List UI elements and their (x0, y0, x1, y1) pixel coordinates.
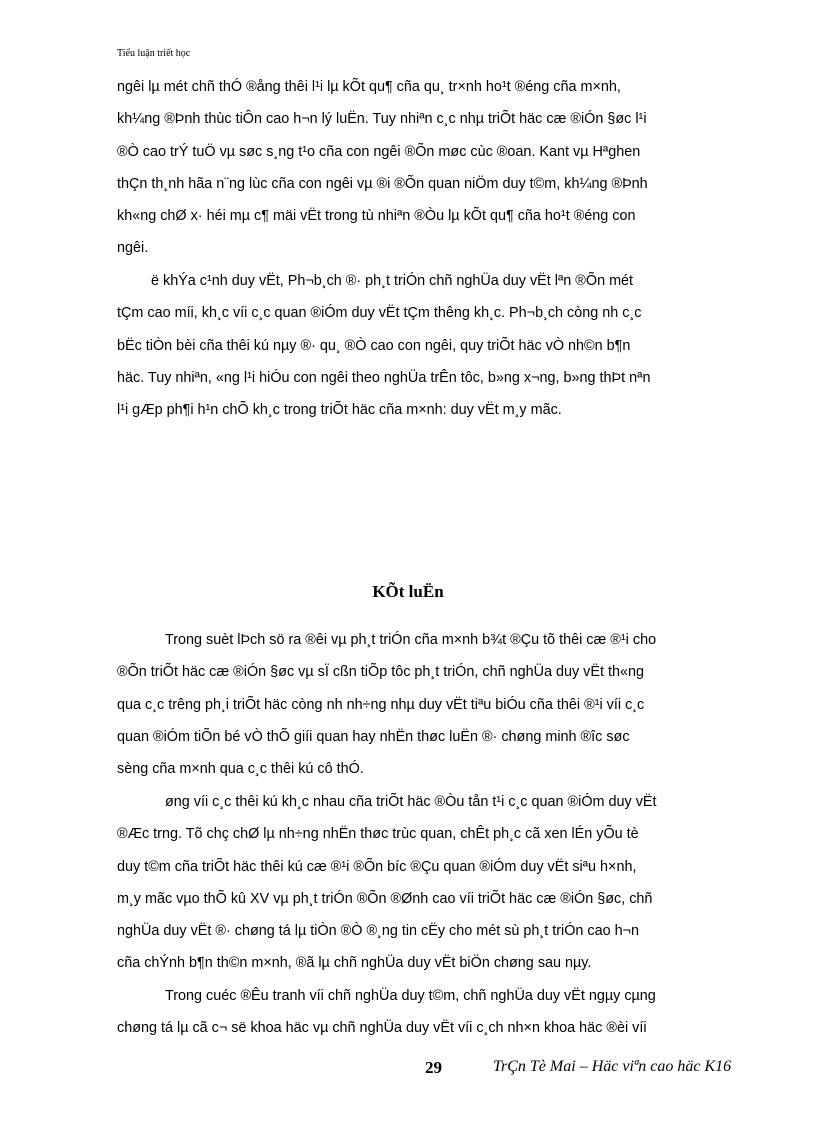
text-line: ®Ò cao trÝ tuÖ vµ søc s¸ng t¹o cña con ngêi ®Õn møc cùc ®oan. Kant vµ Hªghen (117, 143, 641, 160)
text-line: ngêi. (117, 240, 149, 257)
text-line: bËc tiÒn bèi cña thêi kú nµy ®· qu¸ ®Ò cao con ngêi, quy triÕt häc vÒ nh©n b¶n (117, 337, 631, 354)
text-line: Trong suèt lÞch sö ra ®êi vµ ph¸t triÓn cña m×nh b¾t ®Çu tõ thêi cæ ®¹i cho (165, 632, 657, 648)
text-line: Trong cuéc ®Êu tranh víi chñ nghÜa duy t©m, chñ nghÜa duy vËt ngµy cµng (165, 988, 656, 1004)
text-line: sèng cña m×nh qua c¸c thêi kú cô thÓ. (117, 761, 364, 778)
text-line: m¸y mãc vµo thÕ kû XV vµ ph¸t triÓn ®Õn ®Ønh cao víi triÕt häc cæ ®iÓn §øc, chñ (117, 890, 653, 907)
conclusion-paragraph-3 (117, 980, 741, 1045)
text-line: øng víi c¸c thêi kú kh¸c nhau cña triÕt häc ®Òu tån t¹i c¸c quan ®iÓm duy vËt (165, 794, 657, 810)
paragraph-feuerbach (117, 265, 741, 426)
text-line: cña chÝnh b¶n th©n m×nh, ®ã lµ chñ nghÜa duy vËt biÖn chøng sau nµy. (117, 955, 592, 972)
text-line: ®Õn triÕt häc cæ ®iÓn §øc vµ sÏ cßn tiÕp tôc ph¸t triÓn, chñ nghÜa duy vËt th«ng (117, 664, 644, 681)
text-line: qua c¸c trêng ph¸i triÕt häc còng nh nh÷ng nhµ duy vËt tiªu biÓu cña thêi ®¹i víi c¸c (117, 696, 645, 713)
text-line: tÇm cao míi, kh¸c víi c¸c quan ®iÓm duy vËt tÇm thêng kh¸c. Ph¬b¸ch còng nh c¸c (117, 305, 642, 322)
text-line: quan ®iÓm tiÕn bé vÒ thÕ giíi quan hay nhËn thøc luËn ®· chøng minh ®îc søc (117, 728, 630, 745)
conclusion-paragraph-2 (117, 786, 741, 980)
running-header: Tiểu luận triết học (117, 48, 191, 59)
section-title: KÕt luËn (372, 582, 444, 601)
text-line: chøng tá lµ cã c¬ së khoa häc vµ chñ nghÜa duy vËt víi c¸ch nh×n khoa häc ®èi víi (117, 1020, 647, 1037)
text-line: ë khÝa c¹nh duy vËt, Ph¬b¸ch ®· ph¸t triÓn chñ nghÜa duy vËt lªn ®Õn mét (151, 273, 634, 289)
text-line: ®Æc trng. Tõ chç chØ lµ nh÷ng nhËn thøc trùc quan, chÊt ph¸c cã xen lÉn yÕu tè (117, 826, 639, 843)
conclusion-paragraph-1 (117, 624, 741, 785)
text-line: nghÜa duy vËt ®· chøng tá lµ tiÒn ®Ò ®¸ng tin cËy cho mét sù ph¸t triÓn cao h¬n (117, 923, 640, 940)
paragraph-continuation (117, 71, 741, 265)
text-line: l¹i gÆp ph¶i h¹n chÕ kh¸c trong triÕt häc cña m×nh: duy vËt m¸y mãc. (117, 402, 562, 419)
text-line: duy t©m cña triÕt häc thêi kú cæ ®¹i ®Õn bíc ®Çu quan ®iÓm duy vËt siªu h×nh, (117, 858, 637, 875)
text-line: häc. Tuy nhiªn, «ng l¹i hiÓu con ngêi theo nghÜa trÊn tôc, b»ng x¬ng, b»ng thÞt nªn (117, 369, 651, 386)
text-line: thÇn th¸nh hãa n¨ng lùc cña con ngêi vµ ®i ®Õn quan niÖm duy t©m, kh¼ng ®Þnh (117, 175, 648, 192)
footer-author: TrÇn Tè Mai – Häc viªn cao häc K16 (493, 1058, 732, 1075)
page-number: 29 (425, 1058, 442, 1077)
text-line: kh¼ng ®Þnh thùc tiÔn cao h¬n lý luËn. Tuy nhiªn c¸c nhµ triÕt häc cæ ®iÓn §øc l¹i (117, 111, 647, 128)
text-line: kh«ng chØ x· héi mµ c¶ mäi vËt trong tù nhiªn ®Òu lµ kÕt qu¶ cña ho¹t ®éng con (117, 208, 636, 225)
text-line: ngêi lµ mét chñ thÓ ®ång thêi l¹i lµ kÕt qu¶ cña qu¸ tr×nh ho¹t ®éng cña m×nh, (117, 79, 621, 95)
